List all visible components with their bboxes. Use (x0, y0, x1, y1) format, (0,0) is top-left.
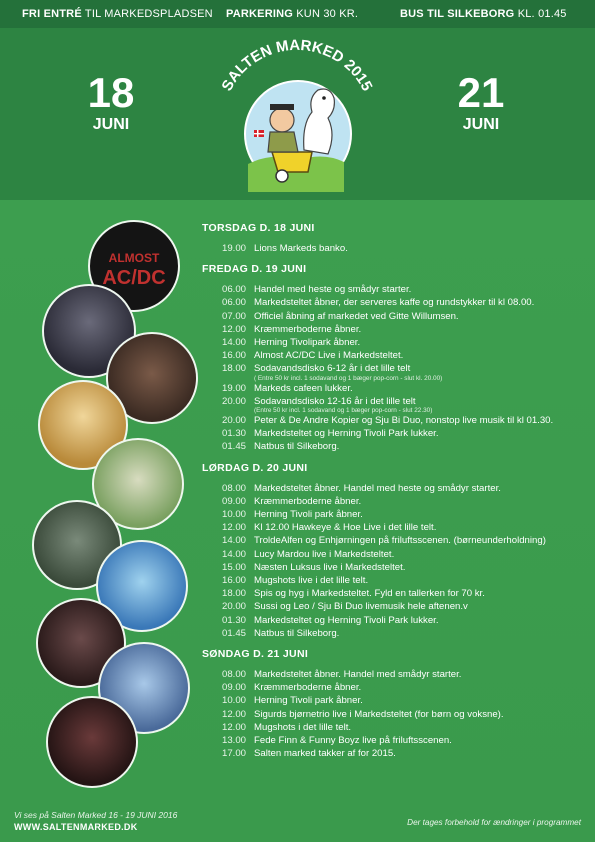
event-text: Kræmmerboderne åbner. (254, 682, 362, 694)
event-cell (254, 600, 582, 613)
event-cell (254, 495, 582, 508)
free-entry-label: FRI ENTRÉ (22, 8, 82, 20)
event-time: 10.00 (221, 509, 246, 521)
event-time: 01.30 (221, 614, 246, 626)
event-time: 15.00 (221, 561, 246, 573)
schedule-row (202, 414, 582, 427)
event-cell (254, 734, 582, 747)
event-cell (254, 574, 582, 587)
parking-detail: KUN 30 KR. (296, 8, 359, 20)
next-year-note: Vi ses på Salten Marked 16 - 19 JUNI 2016 (14, 810, 178, 820)
event-text: Lions Markeds banko. (254, 243, 348, 254)
day-heading: LØRDAG D. 20 JUNI (202, 461, 308, 474)
schedule-row (202, 508, 582, 521)
event-cell (254, 614, 582, 627)
event-cell (254, 310, 582, 323)
schedule-row (202, 296, 582, 309)
band-logo-text-1: ALMOST (108, 251, 160, 265)
event-time: 13.00 (221, 735, 246, 747)
event-cell (254, 548, 582, 561)
schedule-row (202, 336, 582, 349)
event-time: 20.00 (221, 601, 246, 613)
event-text: Kræmmerboderne åbner. (254, 495, 362, 507)
schedule-row (202, 495, 582, 508)
event-cell (254, 440, 582, 453)
event-cell (254, 349, 582, 362)
bus-label: BUS TIL SILKEBORG (400, 8, 515, 20)
parking-info (226, 8, 358, 20)
bus-info (400, 8, 567, 20)
end-date (436, 69, 526, 134)
day-heading: SØNDAG D. 21 JUNI (202, 648, 309, 661)
fede-finn-photo (46, 696, 138, 788)
day-gap (202, 640, 582, 648)
schedule-row (202, 349, 582, 362)
event-text: Markedsteltet åbner, der serveres kaffe og rundstykker til kl 08.00. (254, 297, 535, 309)
day-gap (202, 454, 582, 462)
event-cell (254, 414, 582, 427)
event-text: Herning Tivolipark åbner. (254, 337, 361, 349)
event-time: 18.00 (221, 363, 246, 375)
schedule-row (202, 521, 582, 534)
schedule-row (202, 561, 582, 574)
event-text: Fede Finn & Funny Boyz live på friluftsscenen. (254, 735, 452, 747)
farmer-hat-shape (270, 104, 294, 110)
event-subtext: (Entre 50 kr incl. 1 sodavand og 1 bæger pop-corn - slut 22.30) (254, 407, 433, 415)
event-cell (254, 283, 582, 296)
event-text: Mugshots i det lille telt. (254, 721, 352, 733)
schedule-row (202, 382, 582, 395)
event-time: 01.30 (221, 428, 246, 440)
end-day: 21 (457, 69, 505, 116)
free-entry-detail: TIL MARKEDSPLADSEN (84, 8, 213, 20)
event-cell (254, 296, 582, 309)
event-text: Officiel åbning af markedet ved Gitte Willumsen. (254, 310, 459, 322)
event-time: 07.00 (221, 310, 246, 322)
event-cell (254, 242, 582, 255)
logo-title: SALTEN MARKED 2015 (218, 36, 376, 94)
event-cell (254, 747, 582, 760)
event-cell (254, 708, 582, 721)
parking-label: PARKERING (226, 8, 293, 20)
website-link[interactable]: WWW.SALTENMARKED.DK (14, 822, 138, 832)
event-time: 14.00 (221, 548, 246, 560)
event-cell (254, 323, 582, 336)
event-time: 19.00 (221, 243, 246, 254)
event-time: 08.00 (221, 669, 246, 681)
event-time: 01.45 (221, 627, 246, 639)
schedule-row (202, 747, 582, 760)
event-time: 16.00 (221, 575, 246, 587)
cart-wheel-icon (276, 170, 288, 182)
event-cell (254, 362, 582, 381)
event-text: Lucy Mardou live i Markedsteltet. (254, 548, 395, 560)
schedule-row (202, 427, 582, 440)
event-text: TroldeAlfen og Enhjørningen på friluftsscenen. (børneunderholdning) (254, 535, 546, 547)
schedule-row (202, 283, 582, 296)
schedule-row (202, 574, 582, 587)
event-cell (254, 427, 582, 440)
event-cell (254, 382, 582, 395)
schedule-row (202, 440, 582, 453)
event-cell (254, 561, 582, 574)
event-cell (254, 587, 582, 600)
day-heading: TORSDAG D. 18 JUNI (202, 222, 315, 234)
event-text: Handel med heste og smådyr starter. (254, 284, 412, 296)
start-date (66, 69, 156, 134)
cart-shape (272, 152, 312, 172)
event-text: Markedsteltet åbner. Handel med heste og smådyr starter. (254, 482, 501, 494)
event-time: 20.00 (221, 395, 246, 407)
event-text: Markeds cafeen lukker. (254, 382, 353, 394)
event-text: Mugshots live i det lille telt. (254, 575, 369, 587)
event-time: 01.45 (221, 441, 246, 453)
salten-marked-logo (212, 34, 382, 194)
event-time: 12.00 (221, 708, 246, 720)
flag-cross-horizontal (254, 133, 264, 134)
event-cell (254, 395, 582, 414)
event-text: Spis og hyg i Markedsteltet. Fyld en tallerken for 70 kr. (254, 588, 485, 600)
schedule-row (202, 600, 582, 613)
event-text: Kræmmerboderne åbner. (254, 323, 362, 335)
event-text: Peter & De Andre Kopier og Sju Bi Duo, nonstop live musik til kl 01.30. (254, 415, 554, 427)
event-time: 14.00 (221, 535, 246, 547)
event-text: Sodavandsdisko 12-16 år i det lille telt (254, 395, 416, 407)
event-cell (254, 521, 582, 534)
band-logo-text-2: AC/DC (102, 267, 166, 289)
event-text: Natbus til Silkeborg. (254, 441, 340, 453)
event-time: 18.00 (221, 588, 246, 600)
event-time: 19.00 (221, 382, 246, 394)
schedule-row (202, 721, 582, 734)
day-gap (202, 255, 582, 263)
schedule-row (202, 395, 582, 414)
event-text: Natbus til Silkeborg. (254, 627, 340, 639)
logo-graphic (212, 34, 382, 194)
schedule-row (202, 242, 582, 255)
schedule-row (202, 681, 582, 694)
event-time: 08.00 (221, 482, 246, 494)
event-time: 16.00 (221, 350, 246, 362)
event-text: Sigurds bjørnetrio live i Markedsteltet (for børn og voksne). (254, 708, 504, 720)
info-bar (0, 0, 595, 28)
schedule-row (202, 668, 582, 681)
farmer-head-shape (270, 108, 294, 132)
event-text: Herning Tivoli park åbner. (254, 695, 363, 707)
event-time: 09.00 (221, 495, 246, 507)
photo-collage (0, 210, 200, 790)
event-text: Kl 12.00 Hawkeye & Hoe Live i det lille telt. (254, 522, 437, 534)
event-cell (254, 681, 582, 694)
bus-detail: KL. 01.45 (517, 8, 567, 20)
event-text: Almost AC/DC Live i Markedsteltet. (254, 350, 404, 362)
schedule-row (202, 734, 582, 747)
event-text: Næsten Luksus live i Markedsteltet. (254, 561, 406, 573)
free-entry-info (22, 8, 213, 20)
event-cell (254, 668, 582, 681)
event-time: 12.00 (221, 522, 246, 534)
event-text: Sussi og Leo / Sju Bi Duo livemusik hele aftenen.v (254, 601, 468, 613)
schedule-row (202, 587, 582, 600)
schedule-row (202, 362, 582, 381)
start-day: 18 (87, 69, 135, 116)
event-time: 14.00 (221, 337, 246, 349)
disclaimer-note: Der tages forbehold for ændringer i programmet (407, 818, 581, 827)
day-heading: FREDAG D. 19 JUNI (202, 263, 307, 276)
event-cell (254, 336, 582, 349)
event-cell (254, 721, 582, 734)
event-text: Markedsteltet åbner. Handel med smådyr starter. (254, 669, 462, 681)
horse-eye-icon (322, 96, 326, 100)
end-month: JUNI (462, 116, 500, 133)
event-text: Salten marked takker af for 2015. (254, 748, 396, 760)
schedule-row (202, 482, 582, 495)
schedule-row (202, 708, 582, 721)
event-time: 09.00 (221, 682, 246, 694)
start-month: JUNI (92, 116, 130, 133)
schedule-row (202, 694, 582, 707)
schedule-row (202, 534, 582, 547)
event-time: 12.00 (221, 323, 246, 335)
schedule-row (202, 548, 582, 561)
event-time: 06.00 (221, 284, 246, 296)
schedule-row (202, 627, 582, 640)
event-cell (254, 482, 582, 495)
event-text: Herning Tivoli park åbner. (254, 509, 363, 521)
event-time: 12.00 (221, 721, 246, 733)
event-cell (254, 627, 582, 640)
schedule-row (202, 323, 582, 336)
event-cell (254, 534, 582, 547)
event-cell (254, 508, 582, 521)
event-time: 17.00 (221, 748, 246, 760)
program-schedule (202, 222, 582, 761)
event-text: Markedsteltet og Herning Tivoli Park lukker. (254, 428, 439, 440)
event-time: 20.00 (221, 415, 246, 427)
event-subtext: ( Entre 50 kr incl. 1 sodavand og 1 bæger pop-corn - slut kl. 20.00) (254, 374, 443, 382)
event-text: Sodavandsdisko 6-12 år i det lille telt (254, 363, 411, 375)
farmer-body-shape (268, 132, 298, 152)
event-text: Markedsteltet og Herning Tivoli Park lukker. (254, 614, 439, 626)
event-cell (254, 694, 582, 707)
event-time: 06.00 (221, 297, 246, 309)
schedule-row (202, 614, 582, 627)
event-time: 10.00 (221, 695, 246, 707)
schedule-row (202, 310, 582, 323)
